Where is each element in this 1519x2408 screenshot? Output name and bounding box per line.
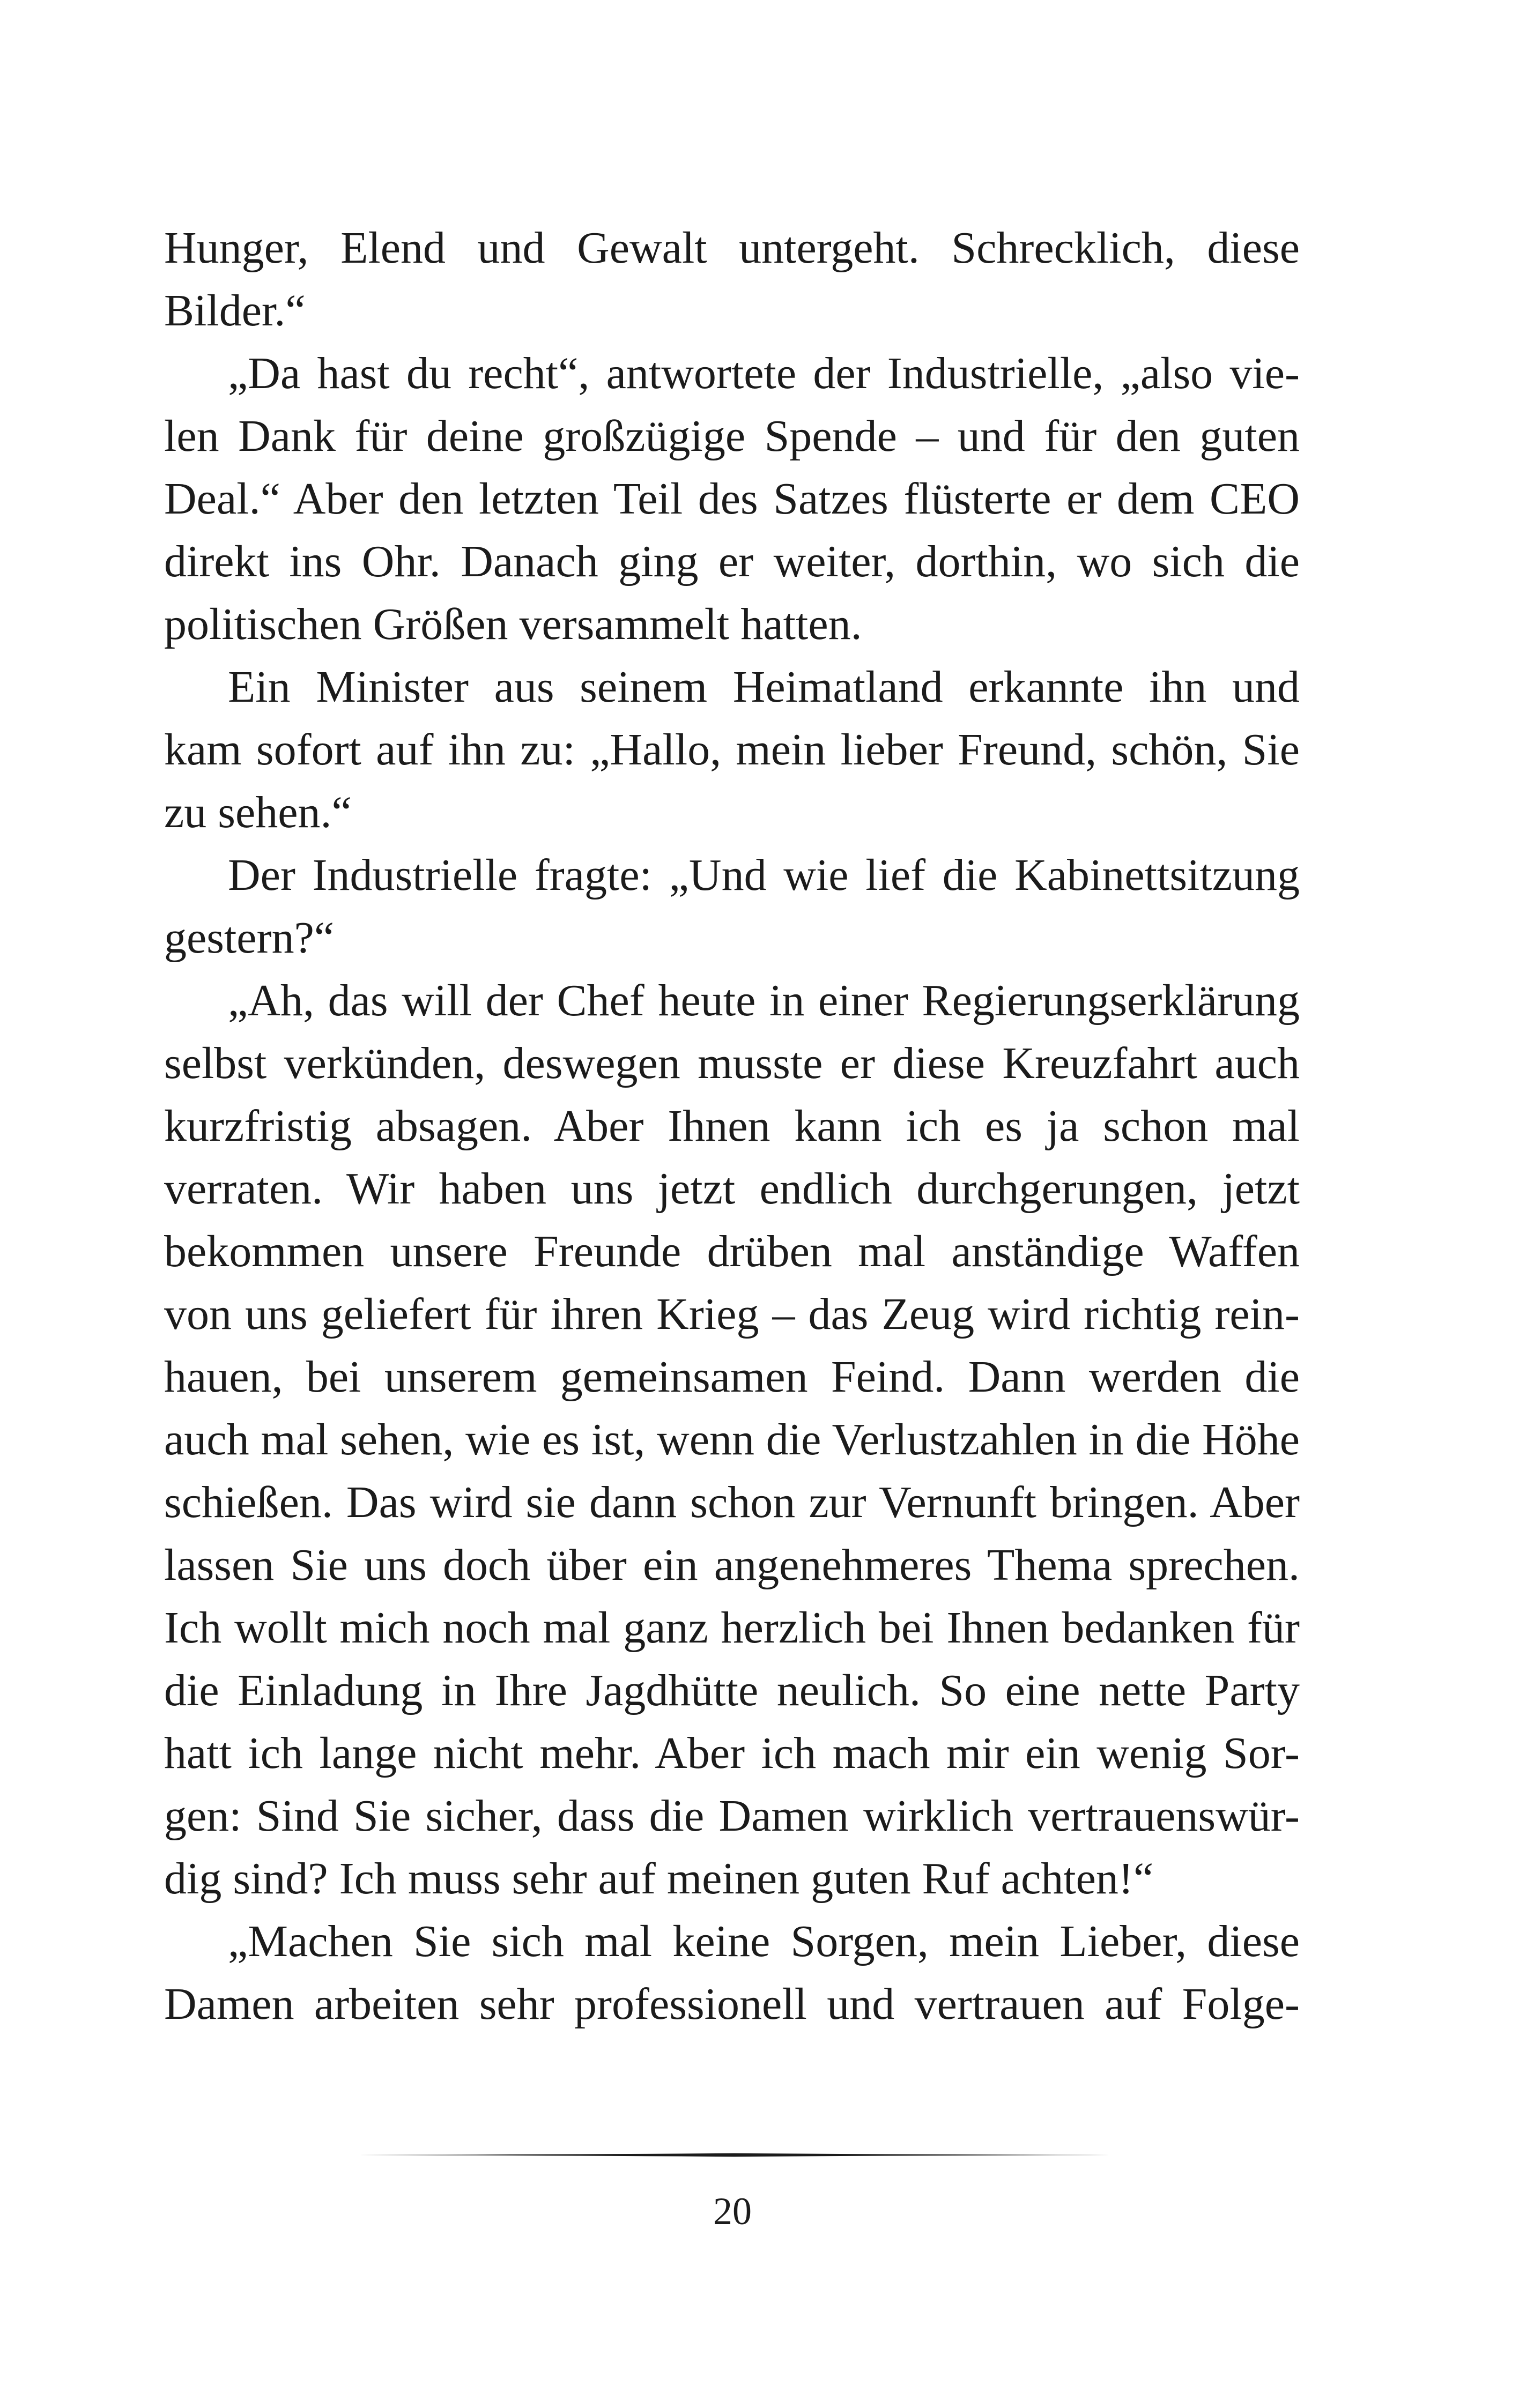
- text-line-27: dig sind? Ich muss sehr auf meinen guten Ruf achten!“: [164, 1854, 1154, 1904]
- text-line-20: auch mal sehen, wie es ist, wenn die Verlustzahlen in die Höhe: [164, 1415, 1300, 1465]
- text-line-4: len Dank für deine großzügige Spende – und für den guten: [164, 411, 1300, 461]
- text-line-6: direkt ins Ohr. Danach ging er weiter, dorthin, wo sich die: [164, 537, 1300, 586]
- text-line-5: Deal.“ Aber den letzten Teil des Satzes flüsterte er dem CEO: [164, 474, 1300, 524]
- text-line-12: gestern?“: [164, 913, 335, 963]
- text-line-14: selbst verkünden, deswegen musste er diese Kreuzfahrt auch: [164, 1038, 1300, 1088]
- text-line-19: hauen, bei unserem gemeinsamen Feind. Dann werden die: [164, 1352, 1300, 1402]
- text-line-9: kam sofort auf ihn zu: „Hallo, mein lieber Freund, schön, Sie: [164, 725, 1300, 775]
- text-line-8: Ein Minister aus seinem Heimatland erkannte ihn und: [228, 662, 1300, 712]
- text-line-10: zu sehen.“: [164, 787, 352, 837]
- text-line-17: bekommen unsere Freunde drüben mal anständige Waffen: [164, 1227, 1300, 1276]
- text-line-13: „Ah, das will der Chef heute in einer Regierungserklärung: [228, 976, 1300, 1025]
- text-line-21: schießen. Das wird sie dann schon zur Vernunft bringen. Aber: [164, 1477, 1300, 1527]
- text-line-24: die Einladung in Ihre Jagdhütte neulich. So eine nette Party: [164, 1666, 1300, 1715]
- text-line-16: verraten. Wir haben uns jetzt endlich durchgerungen, jetzt: [164, 1164, 1300, 1214]
- body-text: [164, 217, 1300, 2035]
- footer-divider-swell: [358, 2153, 1110, 2157]
- text-line-23: Ich wollt mich noch mal ganz herzlich bei Ihnen bedanken für: [164, 1603, 1300, 1653]
- text-line-28: „Machen Sie sich mal keine Sorgen, mein Lieber, diese: [228, 1916, 1300, 1966]
- text-line-29: Damen arbeiten sehr professionell und vertrauen auf Folge-: [164, 1979, 1300, 2029]
- text-line-25: hatt ich lange nicht mehr. Aber ich mach mir ein wenig Sor-: [164, 1728, 1300, 1778]
- page-number: 20: [713, 2190, 752, 2233]
- footer-divider: [358, 2153, 1110, 2157]
- text-line-2: Bilder.“: [164, 286, 306, 336]
- text-line-3: „Da hast du recht“, antwortete der Industrielle, „also vie-: [228, 348, 1300, 398]
- text-line-15: kurzfristig absagen. Aber Ihnen kann ich es ja schon mal: [164, 1101, 1300, 1151]
- text-line-22: lassen Sie uns doch über ein angenehmeres Thema sprechen.: [164, 1540, 1300, 1590]
- text-line-7: politischen Größen versammelt hatten.: [164, 599, 862, 649]
- text-line-11: Der Industrielle fragte: „Und wie lief die Kabinettsitzung: [228, 850, 1300, 900]
- text-line-18: von uns geliefert für ihren Krieg – das Zeug wird richtig rein-: [164, 1289, 1300, 1339]
- text-line-26: gen: Sind Sie sicher, dass die Damen wirklich vertrauenswür-: [164, 1791, 1300, 1841]
- text-line-1: Hunger, Elend und Gewalt untergeht. Schrecklich, diese: [164, 223, 1300, 273]
